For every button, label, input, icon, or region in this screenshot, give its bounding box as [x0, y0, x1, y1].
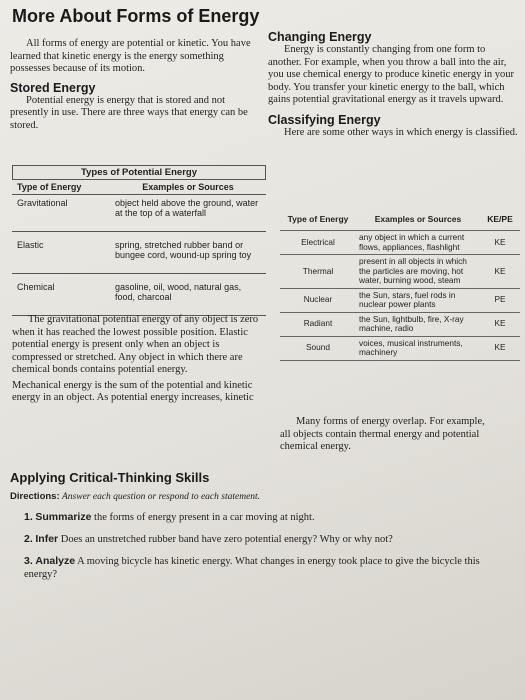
- question-number: 3.: [24, 555, 33, 567]
- question-verb: Infer: [35, 533, 59, 545]
- question-number: 1.: [24, 511, 33, 523]
- potential-energy-table: [12, 165, 266, 316]
- table-cell: the Sun, stars, fuel rods in nuclear power plants: [356, 288, 480, 312]
- table-cell: present in all objects in which the particles are moving, hot water, burning wood, steam: [356, 255, 480, 289]
- question-1: [24, 511, 515, 524]
- column-header: Examples or Sources: [356, 208, 480, 231]
- table-row: [280, 255, 520, 289]
- column-header: Type of Energy: [12, 180, 110, 195]
- directions-label: Directions:: [10, 491, 60, 502]
- table-cell: any object in which a current flows, appliances, flashlight: [356, 231, 480, 255]
- table-row: [12, 195, 266, 232]
- page-title: More About Forms of Energy: [12, 6, 260, 26]
- table-cell: the Sun, lightbulb, fire, X-ray machine, radio: [356, 312, 480, 336]
- table-cell: gasoline, oil, wood, natural gas, food, charcoal: [110, 274, 266, 316]
- changing-energy-paragraph: Energy is constantly changing from one form to another. For example, when you throw a ball into the air, you use chemical energy to produce kinetic energy in your body. You transfer your kinetic energy to the ball, which gains potential gravitational energy as it travels upward.: [268, 44, 514, 105]
- stored-energy-paragraph: Potential energy is energy that is stored and not presently in use. There are three ways that energy can be stored.: [10, 94, 248, 131]
- table-cell: PE: [480, 288, 520, 312]
- question-verb: Summarize: [35, 511, 92, 523]
- table-row: [280, 336, 520, 360]
- table-cell: Elastic: [12, 232, 110, 274]
- question-3: [24, 555, 515, 581]
- right-column: [268, 30, 518, 139]
- question-number: 2.: [24, 533, 33, 545]
- mechanical-paragraph: Mechanical energy is the sum of the potential and kinetic energy in an object. As potential energy increases, kinetic: [12, 379, 254, 403]
- table-cell: Chemical: [12, 274, 110, 316]
- table-cell: Thermal: [280, 255, 356, 289]
- question-text: the forms of energy present in a car moving at night.: [94, 512, 315, 523]
- critical-thinking-section: [10, 470, 515, 581]
- energy-classification-table: [280, 208, 520, 361]
- intro-paragraph: All forms of energy are potential or kinetic. You have learned that kinetic energy is the energy something possesses because of its motion.: [10, 38, 251, 74]
- table-cell: KE: [480, 231, 520, 255]
- table-cell: voices, musical instruments, machinery: [356, 336, 480, 360]
- table-cell: object held above the ground, water at the top of a waterfall: [110, 195, 266, 232]
- question-text: Does an unstretched rubber band have zero potential energy? Why or why not?: [60, 534, 393, 545]
- stored-energy-heading: Stored Energy: [10, 80, 96, 95]
- question-verb: Analyze: [35, 555, 76, 567]
- table-cell: KE: [480, 255, 520, 289]
- overlap-paragraph: Many forms of energy overlap. For example, all objects contain thermal energy and potential chemical energy.: [280, 416, 485, 452]
- table-row: [280, 312, 520, 336]
- table-cell: KE: [480, 336, 520, 360]
- table-cell: Nuclear: [280, 288, 356, 312]
- left-lower-text: [12, 314, 262, 405]
- table-row: [280, 231, 520, 255]
- table-cell: Sound: [280, 336, 356, 360]
- column-header: Type of Energy: [280, 208, 356, 231]
- left-column: [10, 38, 265, 132]
- directions: [10, 491, 515, 502]
- table-row: [12, 274, 266, 316]
- critical-thinking-heading: Applying Critical-Thinking Skills: [10, 470, 210, 485]
- table-cell: spring, stretched rubber band or bungee cord, wound-up spring toy: [110, 232, 266, 274]
- classifying-energy-heading: Classifying Energy: [268, 112, 381, 127]
- table-cell: Electrical: [280, 231, 356, 255]
- table-cell: KE: [480, 312, 520, 336]
- column-header: KE/PE: [480, 208, 520, 231]
- table-cell: Gravitational: [12, 195, 110, 232]
- directions-text: Answer each question or respond to each statement.: [62, 492, 261, 502]
- table-caption: Types of Potential Energy: [12, 165, 266, 179]
- table-row: [12, 232, 266, 274]
- table-row: [280, 288, 520, 312]
- classifying-energy-paragraph: Here are some other ways in which energy is classified.: [284, 126, 518, 138]
- column-header: Examples or Sources: [110, 180, 266, 195]
- question-2: [24, 533, 515, 546]
- gravitational-paragraph: The gravitational potential energy of any object is zero when it has reached the lowest possible position. Elastic potential energy is present only when an object is compressed or stretched. Any object in which there are chemical bonds contains potential energy.: [12, 314, 259, 375]
- changing-energy-heading: Changing Energy: [268, 30, 372, 44]
- table-cell: Radiant: [280, 312, 356, 336]
- question-text: A moving bicycle has kinetic energy. What changes in energy took place to give the bicycle this energy?: [24, 556, 480, 580]
- overlap-note: [280, 416, 495, 454]
